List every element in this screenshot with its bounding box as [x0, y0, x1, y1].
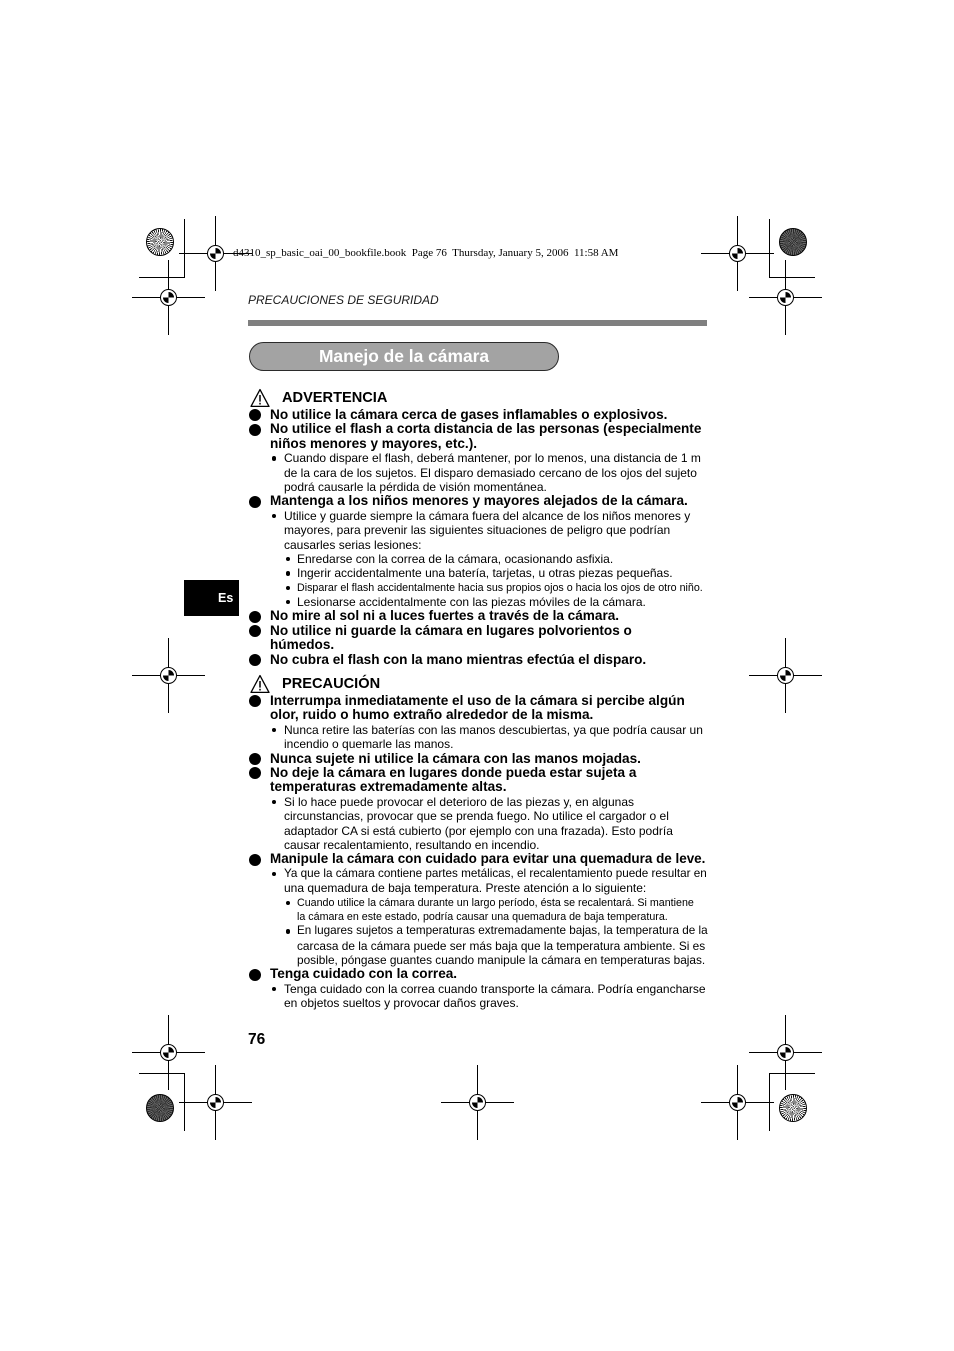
note-text-line: Tenga cuidado con la correa cuando transporte la cámara. Podría engancharse	[284, 981, 706, 996]
print-target-icon	[146, 228, 174, 256]
sub-note-text-line: Cuando utilice la cámara durante un largo período, ésta se recalentará. Si mantiene	[297, 896, 694, 909]
note-text-line: Ya que la cámara contiene partes metálicas, el recalentamiento puede resultar en	[284, 866, 707, 880]
header-rule	[248, 320, 707, 326]
sub-note-text-line: la cámara en este estado, podría causar una quemadura de baja temperatura.	[297, 910, 668, 923]
bullet-disc-icon	[249, 611, 261, 623]
bullet-disc-icon	[249, 854, 261, 866]
warning-item	[248, 408, 708, 422]
warning-section	[248, 388, 708, 667]
note-text-line: Utilice y guarde siempre la cámara fuera del alcance de los niños menores y	[284, 508, 691, 523]
caution-section	[248, 674, 708, 1011]
note-text-line: Nunca retire las baterías con las manos descubiertas, ya que podría causar un	[284, 722, 703, 737]
warning-item	[248, 653, 708, 667]
crop-mark	[184, 219, 185, 277]
sub-note-text-line: Enredarse con la correa de la cámara, ocasionando asfixia.	[297, 551, 614, 566]
bullet-dot-icon	[286, 600, 290, 604]
bullet-disc-icon	[249, 409, 261, 421]
sub-note	[284, 924, 708, 967]
bullet-disc-icon	[249, 695, 261, 707]
section-title: Manejo de la cámara	[249, 342, 559, 371]
warning-item	[248, 624, 708, 653]
note	[270, 509, 708, 610]
warning-label: ADVERTENCIA	[282, 390, 388, 406]
caution-item	[248, 766, 708, 852]
bullet-dot-icon	[286, 586, 290, 590]
caution-item	[248, 694, 708, 752]
bullet-dot-icon	[286, 571, 290, 575]
item-text-line: No mire al sol ni a luces fuertes a través de la cámara.	[270, 608, 620, 624]
sub-note	[284, 581, 708, 595]
print-target-icon	[779, 228, 807, 256]
item-text-line: No utilice la cámara cerca de gases inflamables o explosivos.	[270, 407, 668, 422]
bullet-dot-icon	[286, 929, 290, 933]
sub-note-text-line: carcasa de la cámara puede ser más baja que la temperatura ambiente. Si es	[297, 938, 706, 953]
sub-note	[284, 566, 708, 580]
item-text-line: temperaturas extremadamente altas.	[270, 779, 507, 795]
item-text-line: No deje la cámara en lugares donde pueda estar sujeta a	[270, 764, 637, 780]
running-head: PRECAUCIONES DE SEGURIDAD	[248, 293, 439, 307]
print-target-icon	[779, 1094, 807, 1122]
crop-mark	[769, 277, 815, 278]
warning-item	[248, 494, 708, 609]
warning-item	[248, 609, 708, 623]
caution-item	[248, 752, 708, 766]
crop-mark	[769, 1073, 815, 1074]
page-number: 76	[248, 1031, 266, 1048]
bullet-dot-icon	[272, 872, 276, 876]
bullet-disc-icon	[249, 654, 261, 666]
warning-heading	[248, 388, 708, 408]
sub-note-text-line: posible, póngase guantes cuando manipule la cámara en temperaturas bajas.	[297, 953, 706, 968]
bullet-disc-icon	[249, 753, 261, 765]
caution-item	[248, 967, 708, 1010]
note-text-line: incendio o quemarle las manos.	[284, 737, 454, 752]
crop-mark	[139, 1073, 185, 1074]
note	[270, 451, 708, 494]
sub-note-text-line: Disparar el flash accidentalmente hacia sus propios ojos o hacia los ojos de otro niño.	[297, 581, 703, 594]
caution-heading	[248, 674, 708, 694]
bullet-disc-icon	[249, 496, 261, 508]
item-text-line: niños menores y mayores, etc.).	[270, 435, 478, 451]
language-tab: Es	[184, 580, 239, 616]
bullet-dot-icon	[286, 557, 290, 561]
safety-content	[248, 388, 708, 1011]
note	[270, 723, 708, 752]
item-text-line: No utilice el flash a corta distancia de las personas (especialmente	[270, 421, 702, 437]
print-target-icon	[146, 1094, 174, 1122]
warning-item	[248, 422, 708, 494]
note-text-line: una quemadura de baja temperatura. Preste atención a lo siguiente:	[284, 881, 647, 896]
warning-triangle-icon	[250, 674, 270, 694]
item-text-line: húmedos.	[270, 637, 335, 653]
sub-note	[284, 595, 708, 609]
bullet-dot-icon	[272, 514, 276, 518]
note-text-line: en objetos sueltos y provocar daños graves.	[284, 996, 519, 1011]
sub-note-text-line: Lesionarse accidentalmente con las piezas móviles de la cámara.	[297, 595, 646, 610]
caution-label: PRECAUCIÓN	[282, 676, 381, 693]
sub-note	[284, 552, 708, 566]
note-text-line: Cuando dispare el flash, deberá mantener, por lo menos, una distancia de 1 m	[284, 451, 701, 466]
item-text-line: No cubra el flash con la mano mientras efectúa el disparo.	[270, 651, 647, 667]
crop-mark	[139, 277, 185, 278]
note-text-line: de la cara de los sujetos. El disparo demasiado cercano de los ojos del sujeto	[284, 465, 697, 480]
note	[270, 867, 708, 968]
caution-item	[248, 852, 708, 967]
warning-triangle-icon	[250, 388, 270, 408]
sub-note-text-line: Ingerir accidentalmente una batería, tarjetas, u otras piezas pequeñas.	[297, 566, 673, 581]
bullet-disc-icon	[249, 969, 261, 981]
sub-note-text-line: En lugares sujetos a temperaturas extremadamente bajas, la temperatura de la	[297, 924, 708, 938]
note-text-line: causar recalentamiento, resultando en incendio.	[284, 837, 540, 852]
note-text-line: circunstancias, provocar que se prenda fuego. No utilice el cargador o el	[284, 809, 669, 824]
bullet-disc-icon	[249, 424, 261, 436]
item-text-line: Tenga cuidado con la correa.	[270, 966, 458, 982]
bullet-dot-icon	[272, 987, 276, 991]
bullet-disc-icon	[249, 625, 261, 637]
sub-note	[284, 896, 708, 925]
bullet-disc-icon	[249, 767, 261, 779]
item-text-line: Manipule la cámara con cuidado para evitar una quemadura de leve.	[270, 851, 706, 867]
crop-mark	[769, 219, 770, 277]
bullet-dot-icon	[272, 456, 276, 460]
item-text-line: olor, ruido o humo extraño alrededor de la misma.	[270, 707, 594, 723]
item-text-line: Nunca sujete ni utilice la cámara con las manos mojadas.	[270, 750, 641, 766]
bullet-dot-icon	[272, 800, 276, 804]
note-text-line: mayores, para prevenir las siguientes situaciones de peligro que podrían	[284, 523, 671, 538]
item-text-line: Mantenga a los niños menores y mayores alejados de la cámara.	[270, 493, 688, 509]
print-slug: d4310_sp_basic_oai_00_bookfile.book Page 76 Thursday, January 5, 2006 11:58 AM	[233, 247, 619, 259]
item-text-line: No utilice ni guarde la cámara en lugares polvorientos o	[270, 622, 632, 638]
bullet-dot-icon	[286, 901, 290, 905]
note	[270, 795, 708, 853]
note	[270, 982, 708, 1011]
item-text-line: Interrumpa inmediatamente el uso de la cámara si percibe algún	[270, 693, 685, 709]
note-text-line: adaptador CA si está cubierto (por ejemplo con una frazada). Esto podría	[284, 823, 673, 838]
note-text-line: causarles serias lesiones:	[284, 537, 422, 552]
note-text-line: Si lo hace puede provocar el deterioro de las piezas y, en algunas	[284, 794, 634, 809]
bullet-dot-icon	[272, 728, 276, 732]
note-text-line: podrá causarle la pérdida de visión momentánea.	[284, 479, 547, 494]
